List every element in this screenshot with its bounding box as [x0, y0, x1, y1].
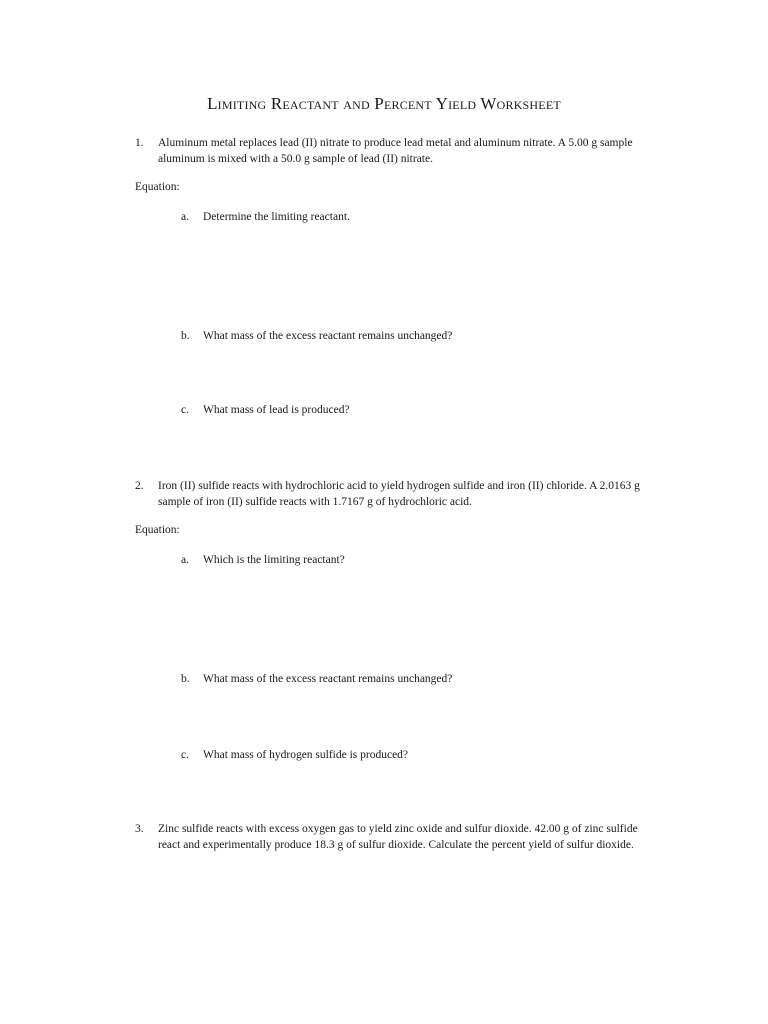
question-text: Iron (II) sulfide reacts with hydrochloric acid to yield hydrogen sulfide and iron (II) chloride. A 2.0163 g sample of iron (II) sulfide reacts with 1.7167 g of hydrochloric acid.	[158, 480, 640, 508]
question-number: 3.	[135, 823, 144, 835]
question-2-part-c	[181, 749, 408, 761]
equation-label: Equation:	[135, 181, 180, 193]
question-number: 2.	[135, 480, 144, 492]
question-1-part-c	[181, 404, 350, 416]
question-1-part-b	[181, 330, 452, 342]
worksheet-title: Limiting Reactant and Percent Yield Worksheet	[207, 94, 561, 113]
part-letter: c.	[181, 749, 189, 761]
question-3	[135, 822, 650, 853]
part-letter: b.	[181, 330, 190, 342]
question-number: 1.	[135, 137, 144, 149]
question-text: Zinc sulfide reacts with excess oxygen gas to yield zinc oxide and sulfur dioxide. 42.00 g of zinc sulfide react and experimentally produce 18.3 g of sulfur dioxide. Calculate the percent yield of sulfur dioxide.	[158, 823, 638, 851]
part-text: What mass of the excess reactant remains unchanged?	[203, 330, 453, 342]
part-letter: c.	[181, 404, 189, 416]
part-letter: a.	[181, 211, 189, 223]
part-letter: b.	[181, 673, 190, 685]
question-2-part-b	[181, 673, 452, 685]
part-text: What mass of lead is produced?	[203, 404, 350, 416]
question-2	[135, 479, 650, 510]
equation-label: Equation:	[135, 524, 180, 536]
part-text: Which is the limiting reactant?	[203, 554, 345, 566]
question-1-part-a	[181, 211, 350, 223]
question-text: Aluminum metal replaces lead (II) nitrate to produce lead metal and aluminum nitrate. A 5.00 g sample aluminum is mixed with a 50.0 g sample of lead (II) nitrate.	[158, 137, 633, 165]
part-text: What mass of hydrogen sulfide is produced?	[203, 749, 409, 761]
question-1	[135, 136, 650, 167]
part-text: Determine the limiting reactant.	[203, 211, 350, 223]
part-letter: a.	[181, 554, 189, 566]
part-text: What mass of the excess reactant remains unchanged?	[203, 673, 453, 685]
question-2-part-a	[181, 554, 345, 566]
